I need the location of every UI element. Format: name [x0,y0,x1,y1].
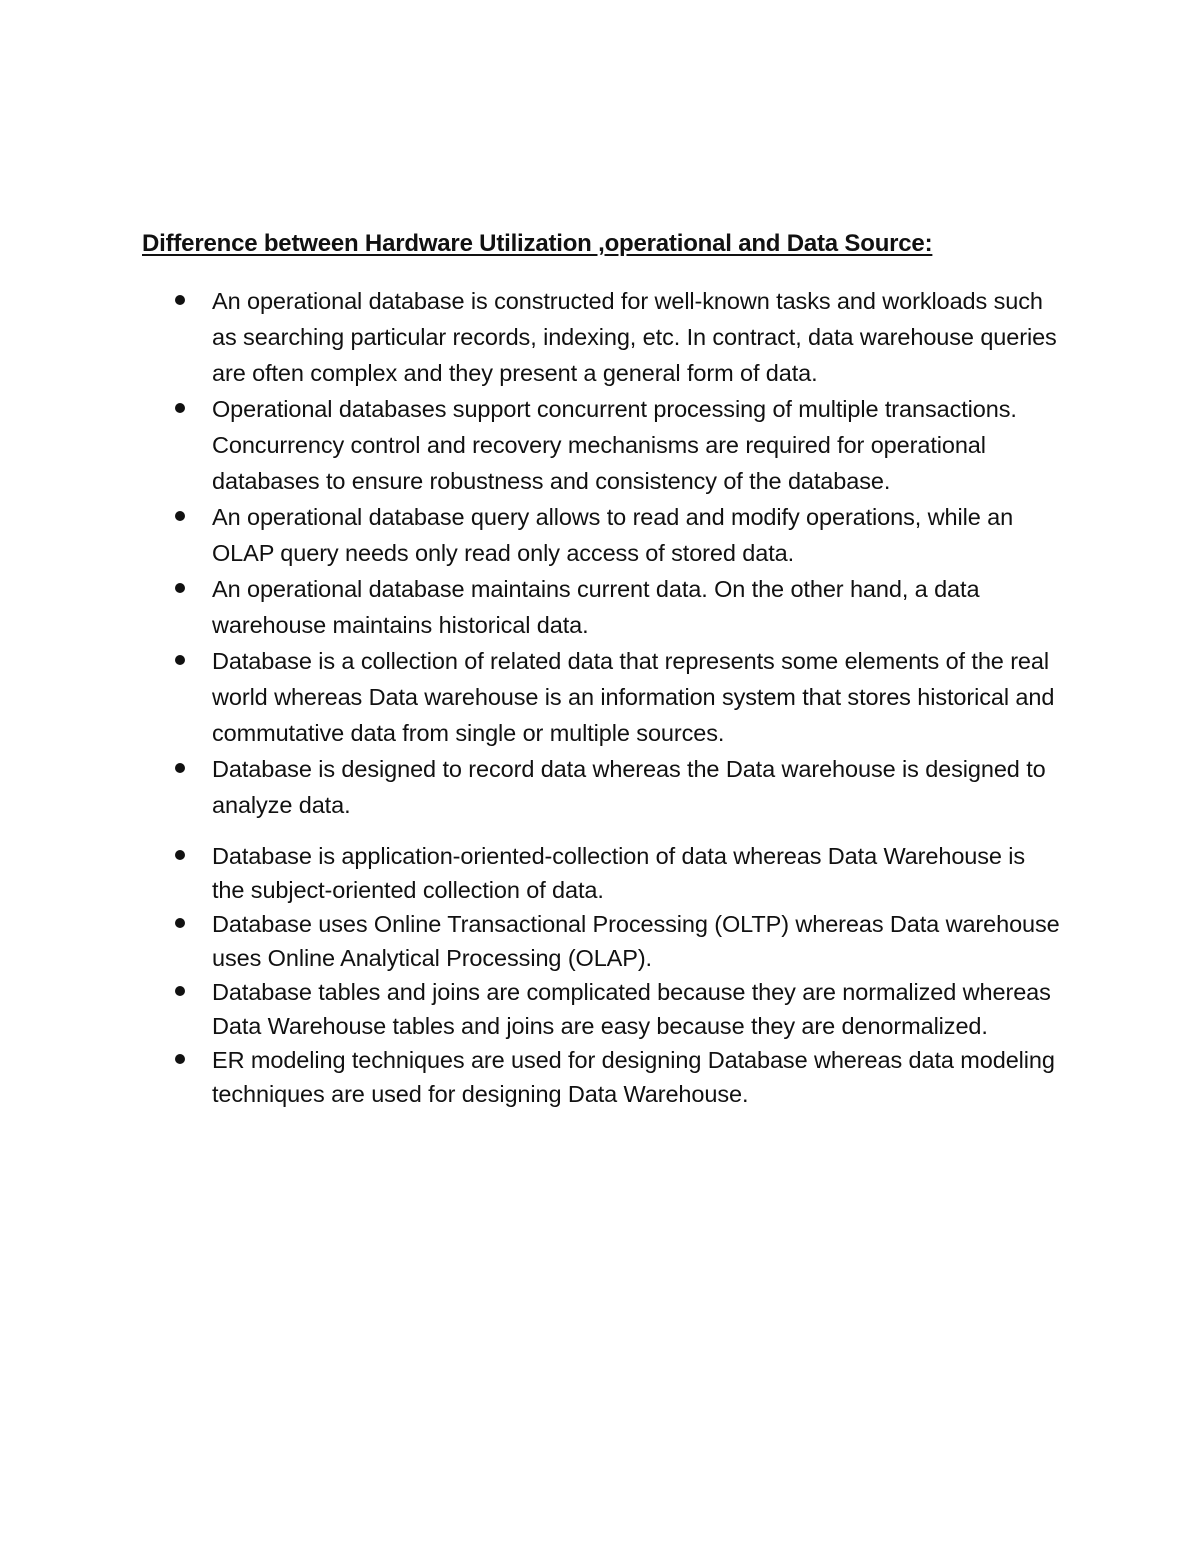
bullet-item-read-modify-access [142,499,1062,571]
bullet-icon [175,763,185,773]
bullet-list [142,283,1062,1111]
bullet-text: An operational database query allows to read and modify operations, while an OLAP query needs only read only access of stored data. [212,504,1014,566]
bullet-text: ER modeling techniques are used for designing Database whereas data modeling techniques are used for designing Data Warehouse. [212,1047,1055,1107]
bullet-text: Operational databases support concurrent processing of multiple transactions. Concurrency control and recovery mechanisms are required for operational databases to ensure robustness and consistency of the database. [212,396,1017,494]
bullet-item-record-vs-analyze [142,751,1062,823]
bullet-icon [175,511,185,521]
bullet-text: Database uses Online Transactional Processing (OLTP) whereas Data warehouse uses Online Analytical Processing (OLAP). [212,911,1060,971]
bullet-icon [175,986,185,996]
bullet-text: An operational database maintains current data. On the other hand, a data warehouse maintains historical data. [212,576,980,638]
bullet-icon [175,403,185,413]
bullet-icon [175,918,185,928]
bullet-item-database-definition [142,643,1062,751]
document-heading: Difference between Hardware Utilization ,operational and Data Source: [142,230,933,257]
bullet-text: Database is a collection of related data that represents some elements of the real world whereas Data warehouse is an information system that stores historical and commutative data from single or multiple sources. [212,648,1055,746]
bullet-text: Database is designed to record data whereas the Data warehouse is designed to analyze data. [212,756,1046,818]
bullet-icon [175,1054,185,1064]
bullet-item-operational-vs-warehouse-queries [142,283,1062,391]
bullet-item-normalized-vs-denormalized [142,975,1062,1043]
bullet-icon [175,655,185,665]
bullet-item-current-vs-historical [142,571,1062,643]
bullet-text: Database is application-oriented-collection of data whereas Data Warehouse is the subject-oriented collection of data. [212,843,1026,903]
bullet-item-oltp-vs-olap [142,907,1062,975]
bullet-icon [175,295,185,305]
bullet-icon [175,850,185,860]
bullet-item-application-vs-subject [142,839,1062,907]
bullet-item-modeling-techniques [142,1043,1062,1111]
bullet-text: An operational database is constructed for well-known tasks and workloads such as searching particular records, indexing, etc. In contract, data warehouse queries are often complex and they present a general form of data. [212,288,1057,386]
bullet-text: Database tables and joins are complicated because they are normalized whereas Data Warehouse tables and joins are easy because they are denormalized. [212,979,1051,1039]
bullet-item-concurrent-processing [142,391,1062,499]
bullet-icon [175,583,185,593]
